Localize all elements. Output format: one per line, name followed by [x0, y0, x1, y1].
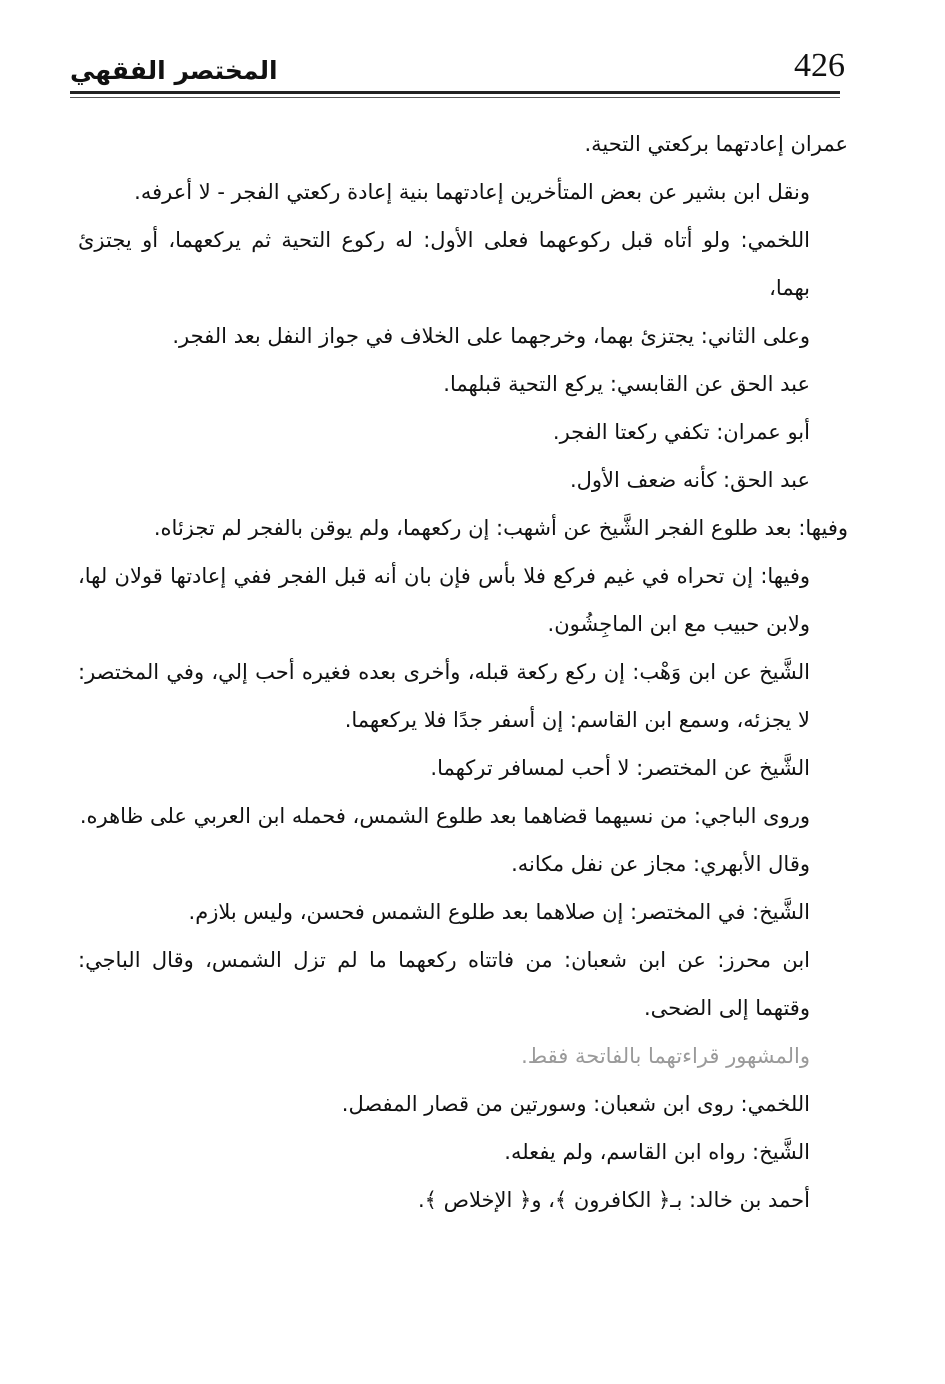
- paragraph: عمران إعادتهما بركعتي التحية.: [584, 132, 848, 156]
- paragraph: الشَّيخ عن المختصر: لا أحب لمسافر تركهما.: [430, 756, 810, 780]
- paragraph: وفيها: إن تحراه في غيم فركع فلا بأس فإن بان أنه قبل الفجر ففي إعادتها قولان لها، ولابن حبيب مع ابن الماجِشُون.: [78, 564, 810, 636]
- page-number: 426: [794, 47, 845, 84]
- paragraph: عبد الحق: كأنه ضعف الأول.: [569, 468, 810, 492]
- paragraph: وفيها: بعد طلوع الفجر الشَّيخ عن أشهب: إن ركعهما، ولم يوقن بالفجر لم تجزئاه.: [153, 516, 848, 540]
- running-title: المختصر الفقهي: [70, 56, 278, 85]
- paragraph: الشَّيخ عن ابن وَهْب: إن ركع ركعة قبله، وأخرى بعده فغيره أحب إلي، وفي المختصر: لا يجزئه، وسمع ابن القاسم: إن أسفر جدًا فلا يركعهما.: [78, 660, 810, 732]
- paragraph: اللخمي: ولو أتاه قبل ركوعهما فعلى الأول: له ركوع التحية ثم يركعهما، أو يجتزئ بهما،: [78, 228, 810, 300]
- paragraph: والمشهور قراءتهما بالفاتحة فقط.: [521, 1044, 810, 1068]
- paragraph: أحمد بن خالد: بـ﴿ الكافرون ﴾، و﴿ الإخلاص ﴾.: [417, 1188, 810, 1212]
- paragraph: أبو عمران: تكفي ركعتا الفجر.: [552, 420, 810, 444]
- header-rule-thin: [70, 97, 840, 98]
- paragraph: ابن محرز: عن ابن شعبان: من فاتتاه ركعهما ما لم تزل الشمس، وقال الباجي: وقتهما إلى الضحى.: [78, 948, 810, 1020]
- paragraph: وعلى الثاني: يجتزئ بهما، وخرجهما على الخلاف في جواز النفل بعد الفجر.: [172, 324, 810, 348]
- paragraph: الشَّيخ: في المختصر: إن صلاهما بعد طلوع الشمس فحسن، وليس بلازم.: [188, 900, 810, 924]
- paragraph: الشَّيخ: رواه ابن القاسم، ولم يفعله.: [504, 1140, 810, 1164]
- paragraph: اللخمي: روى ابن شعبان: وسورتين من قصار المفصل.: [341, 1092, 810, 1116]
- header-rule: [70, 91, 840, 94]
- body-text: [78, 120, 848, 1224]
- paragraph: ونقل ابن بشير عن بعض المتأخرين إعادتهما بنية إعادة ركعتي الفجر - لا أعرفه.: [134, 180, 810, 204]
- paragraph: وروى الباجي: من نسيهما قضاهما بعد طلوع الشمس، فحمله ابن العربي على ظاهره.: [79, 804, 810, 828]
- paragraph: وقال الأبهري: مجاز عن نفل مكانه.: [511, 852, 810, 876]
- paragraph: عبد الحق عن القابسي: يركع التحية قبلهما.: [443, 372, 810, 396]
